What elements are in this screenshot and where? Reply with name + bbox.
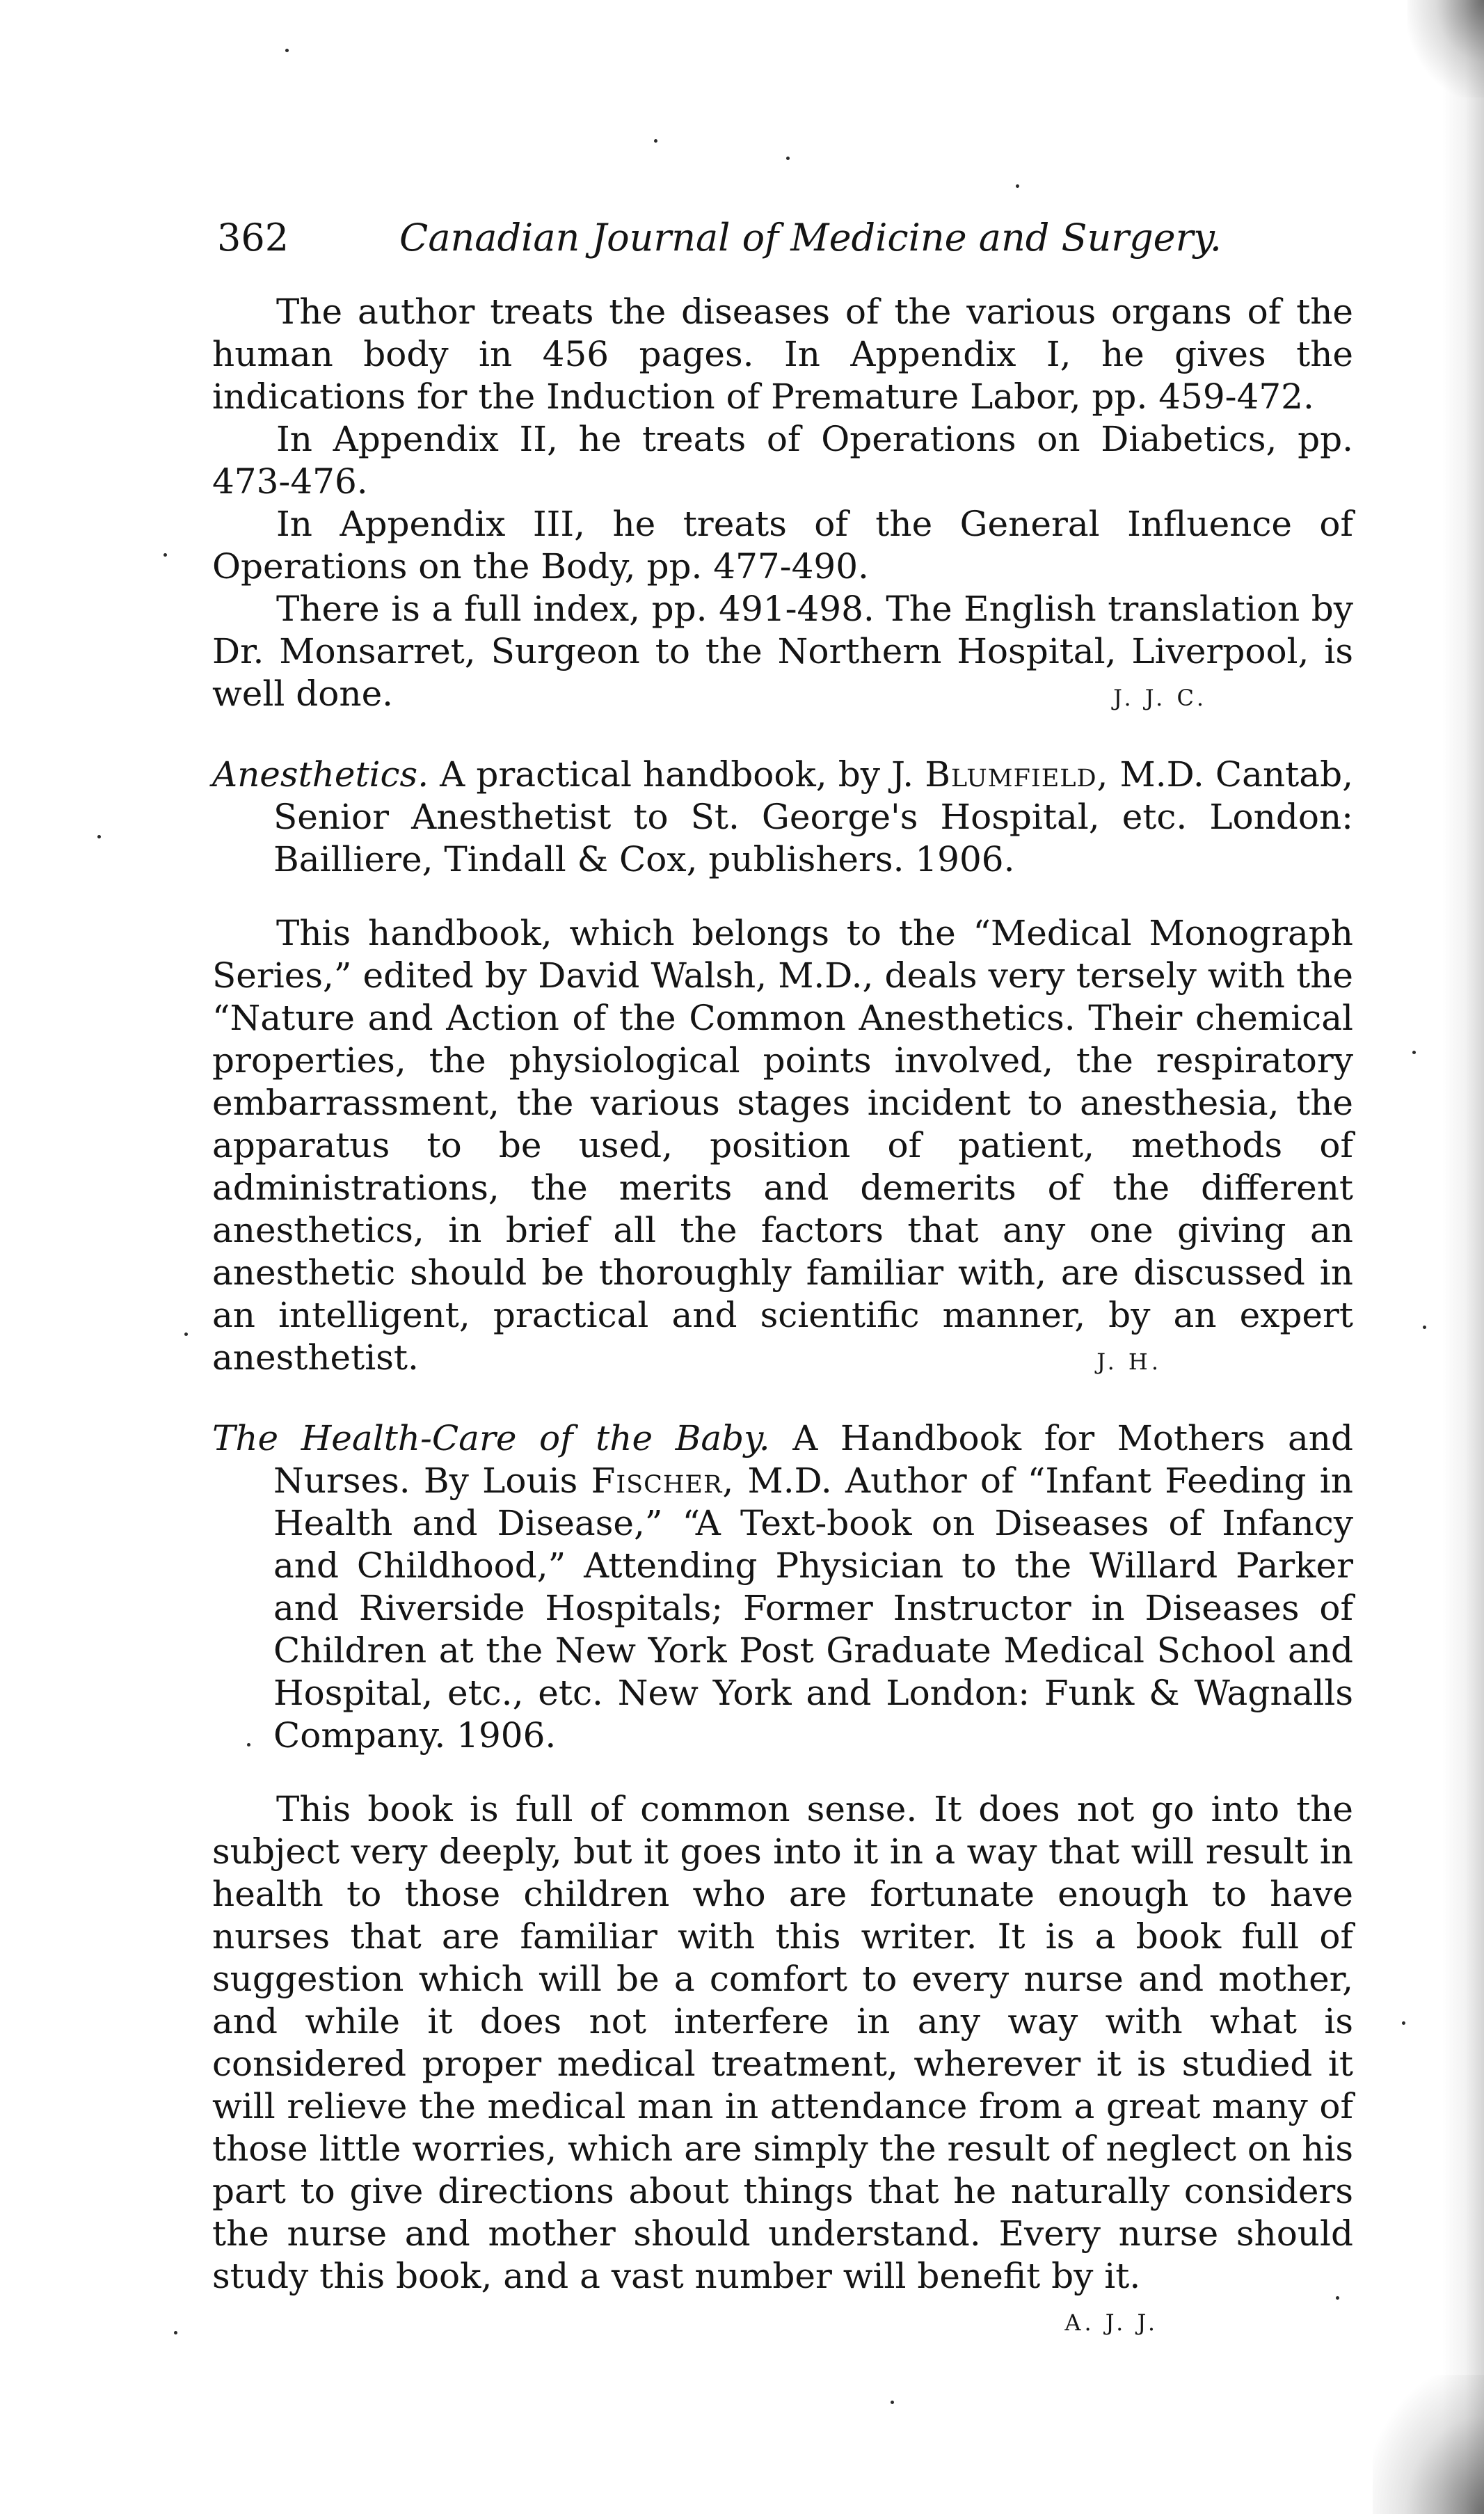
- reviewer-initials: A. J. J.: [1064, 2309, 1158, 2336]
- scan-speck: [1423, 1326, 1426, 1329]
- scan-speck: [1402, 2021, 1405, 2025]
- citation-text: M.D. Author of “Infant Feeding in Health and Disease,” “A Text-book on Diseases of Infancy and Childhood,” Attending Physician to the Willard Parker and Riverside Hospitals; Former Instructor in Diseases of Children at the New York Post Graduate Medical School and Hospital, etc., etc. New York and London: Funk & Wagnalls Company. 1906.: [273, 1461, 1354, 1756]
- scan-speck: [786, 157, 790, 160]
- scan-shadow-edge: [1442, 0, 1484, 2514]
- scan-speck: [97, 835, 101, 838]
- scan-speck: [891, 2401, 894, 2404]
- scan-speck: [163, 553, 167, 557]
- reviewer-initials: J. H.: [1096, 1349, 1162, 1375]
- review-body-text: This book is full of common sense. It does not go into the subject very deeply, but it goes into it in a way that will result in health to those children who are fortunate enough to have nurses that are familiar with this writer. It is a book full of suggestion which will be a comfort to every nurse and mother, and while it does not interfere in any way with what is considered proper medical treatment, wherever it is studied it will relieve the medical man in attendance from a great many of those little worries, which are simply the result of neglect on his part to give directions about things that he naturally considers the nurse and mother should understand. Every nurse should study this book, and a vast number will benefit by it.: [212, 1789, 1353, 2296]
- book-author: Fischer,: [591, 1461, 735, 1501]
- review-paragraph: In Appendix II, he treats of Operations on Diabetics, pp. 473-476.: [212, 419, 1353, 502]
- scan-speck: [1412, 1051, 1416, 1054]
- scan-shadow-corner-bottom: [1373, 2375, 1484, 2514]
- review-paragraph: The author treats the diseases of the various organs of the human body in 456 pages. In Appendix I, he gives the indications for the Induction of Premature Labor, pp. 459-472.: [212, 292, 1353, 417]
- review-body-text: This handbook, which belongs to the “Medical Monograph Series,” edited by David Walsh, M.D., deals very tersely with the “Nature and Action of the Common Anesthetics. Their chemical properties, the physiological points involved, the respiratory embarrassment, the various stages incident to anesthesia, the apparatus to be used, position of patient, methods of administrations, the merits and demerits of the different anesthetics, in brief all the factors that any one giving an anesthetic should be thoroughly familiar with, are discussed in an intelligent, practical and scientific manner, by an expert anesthetist.: [212, 913, 1353, 1378]
- citation-text: A practical handbook, by J.: [440, 754, 914, 795]
- page-number: 362: [217, 216, 289, 260]
- anesthetics-review: [212, 754, 1353, 1379]
- scan-speck: [1016, 184, 1019, 188]
- citation-text: A Handbook for Mothers and Nurses. By Louis: [273, 1418, 1353, 1501]
- page-content: [212, 291, 1353, 2344]
- intro-review: [212, 291, 1353, 715]
- running-head: Canadian Journal of Medicine and Surgery.: [399, 216, 1222, 260]
- review-body: [212, 1788, 1353, 2336]
- book-author: Blumfield,: [925, 754, 1109, 795]
- scan-speck: [654, 139, 657, 143]
- review-paragraph-text: There is a full index, pp. 491-498. The English translation by Dr. Monsarret, Surgeon to the Northern Hospital, Liverpool, is well done.: [212, 589, 1353, 714]
- page-header: [217, 209, 1358, 264]
- book-citation: [212, 1417, 1353, 1757]
- reviewer-initials: J. J. C.: [1113, 685, 1207, 711]
- scan-speck: [184, 1332, 188, 1336]
- review-paragraph: In Appendix III, he treats of the General Influence of Operations on the Body, pp. 477-490.: [212, 504, 1353, 587]
- citation-text: M.D. Cantab, Senior Anesthetist to St. George's Hospital, etc. London: Bailliere, Tindall & Cox, publishers. 1906.: [273, 754, 1353, 880]
- scan-shadow-corner-top: [1407, 0, 1484, 97]
- book-title: The Health-Care of the Baby.: [212, 1418, 770, 1458]
- review-paragraph-last: [212, 588, 1353, 715]
- book-citation: [212, 754, 1353, 881]
- scan-speck: [285, 49, 289, 52]
- baby-care-review: [212, 1417, 1354, 2336]
- scan-speck: [174, 2331, 177, 2334]
- book-title: Anesthetics.: [212, 754, 429, 795]
- review-body: [212, 912, 1353, 1379]
